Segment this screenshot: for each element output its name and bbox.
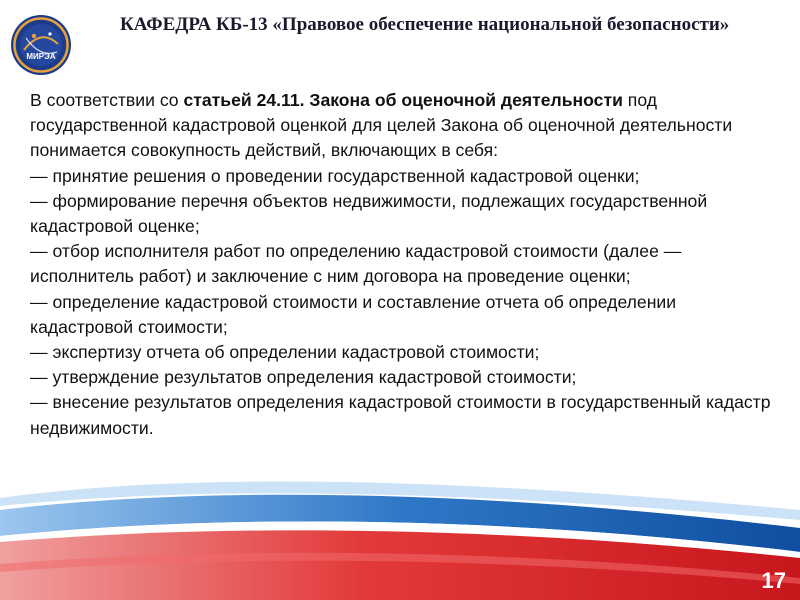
law-reference: статьей 24.11. Закона об оценочной деятельности [183, 90, 623, 110]
list-item: — формирование перечня объектов недвижимости, подлежащих государственной кадастровой оценке; [30, 190, 708, 237]
body-text [30, 88, 782, 441]
logo-text: МИРЭА [26, 52, 56, 61]
list-item: — внесение результатов определения кадастровой стоимости в государственный кадастр недвижимости. [30, 392, 771, 438]
list-item: — экспертизу отчета об определении кадастровой стоимости; [30, 342, 540, 363]
list-item: — утверждение результатов определения кадастровой стоимости; [30, 367, 577, 388]
list-item: — отбор исполнителя работ по определению кадастровой стоимости (далее — исполнитель работ) и заключение с ним договора на проведение оценки; [30, 241, 682, 287]
bottom-waves [0, 440, 800, 600]
header-title: КАФЕДРА КБ-13 «Правовое обеспечение национальной безопасности» [120, 14, 730, 35]
mirea-logo [10, 14, 72, 76]
list-item: — определение кадастровой стоимости и составление отчета об определении кадастровой стоимости; [30, 291, 677, 337]
intro-prefix: В соответствии со [30, 90, 184, 110]
list-item: — принятие решения о проведении государственной кадастровой оценки; [30, 165, 640, 186]
page-number: 17 [761, 568, 786, 593]
intro-paragraph [30, 88, 782, 164]
intro-suffix: под государственной кадастровой оценкой для целей Закона об оценочной деятельности понимается совокупность действий, включающих в себя: [30, 90, 733, 161]
